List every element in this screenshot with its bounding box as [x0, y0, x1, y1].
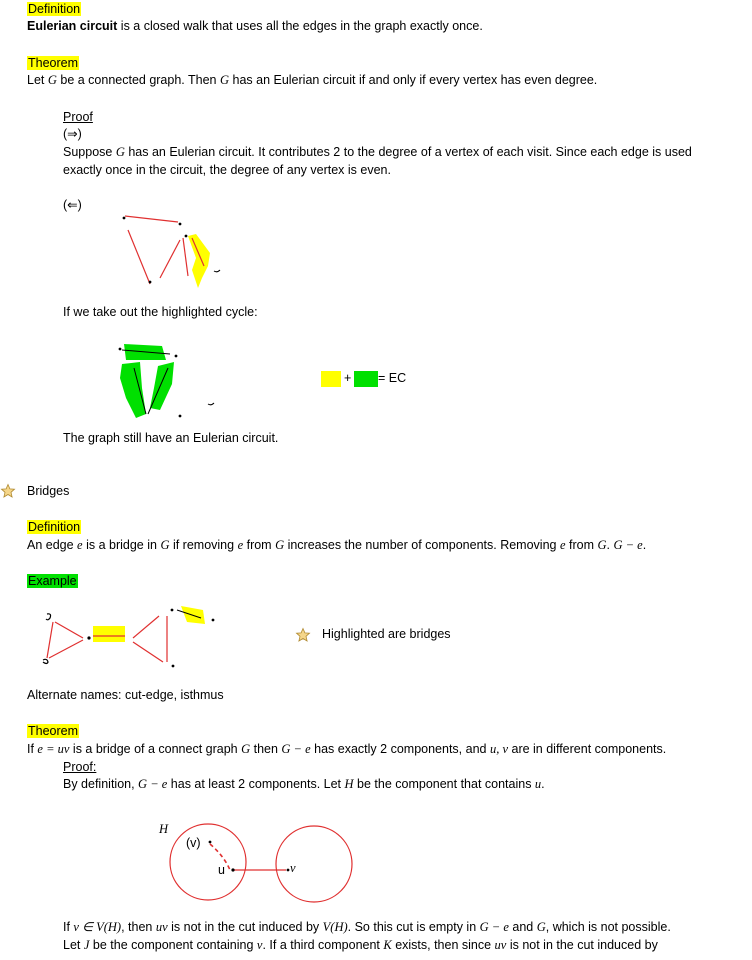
proof-conclusion: The graph still have an Eulerian circuit.	[63, 431, 279, 445]
proof-line-1: Suppose G has an Eulerian circuit. It contributes 2 to the degree of a vertex of each visit. Since each edge is used	[63, 145, 692, 159]
figure-v-paren-label: (v)	[186, 836, 201, 850]
proof-2-line-1: By definition, G − e has at least 2 components. Let H be the component that contains u.	[63, 777, 545, 791]
alternate-names: Alternate names: cut-edge, isthmus	[27, 688, 224, 702]
definition-heading: Definition	[28, 2, 81, 16]
reverse-direction: (⇐)	[63, 198, 82, 212]
section-title-bridges: Bridges	[27, 484, 70, 498]
bridge-definition: An edge e is a bridge in G if removing e from G increases the number of components. Removing e from G. G − e.	[27, 538, 647, 552]
graph-sketch-2	[112, 338, 222, 423]
proof-line-2: exactly once in the circuit, the degree of any vertex is even.	[63, 163, 391, 177]
theorem-heading: Theorem	[28, 56, 79, 70]
star-icon[interactable]	[296, 628, 310, 642]
eulerian-definition: Eulerian circuit is a closed walk that uses all the edges in the graph exactly once.	[27, 19, 483, 33]
legend-green-swatch	[354, 371, 378, 387]
theorem-statement: Let G be a connected graph. Then G has an Eulerian circuit if and only if every vertex has even degree.	[27, 73, 598, 87]
bridge-example-graph	[35, 600, 235, 675]
forward-direction: (⇒)	[63, 127, 82, 141]
figure-u-label: u	[218, 863, 225, 877]
graph-sketch-1	[110, 208, 240, 298]
theorem-2-statement: If e = uv is a bridge of a connect graph G then G − e has exactly 2 components, and u, v are in different components.	[27, 742, 667, 756]
highlighted-bridges-note: Highlighted are bridges	[322, 627, 451, 641]
bridge-definition-heading: Definition	[28, 520, 81, 534]
legend-plus: +	[344, 371, 352, 385]
theorem-2-heading: Theorem	[28, 724, 79, 738]
example-heading: Example	[28, 574, 77, 588]
proof-heading: Proof	[63, 110, 93, 124]
star-icon[interactable]	[1, 484, 15, 498]
cycle-text: If we take out the highlighted cycle:	[63, 305, 258, 319]
component-figure	[168, 822, 358, 902]
legend-yellow-swatch	[321, 371, 341, 387]
proof-2-heading: Proof:	[63, 760, 97, 774]
figure-H-label: H	[159, 822, 169, 836]
proof-2-line-2: If v ∈ V(H), then uv is not in the cut induced by V(H). So this cut is empty in G − e and G, which is not possible.	[63, 920, 671, 934]
legend-ec: = EC	[378, 371, 407, 385]
figure-v-label: v	[290, 861, 296, 875]
proof-2-line-3: Let J be the component containing v. If a third component K exists, then since uv is not in the cut induced by	[63, 938, 658, 952]
